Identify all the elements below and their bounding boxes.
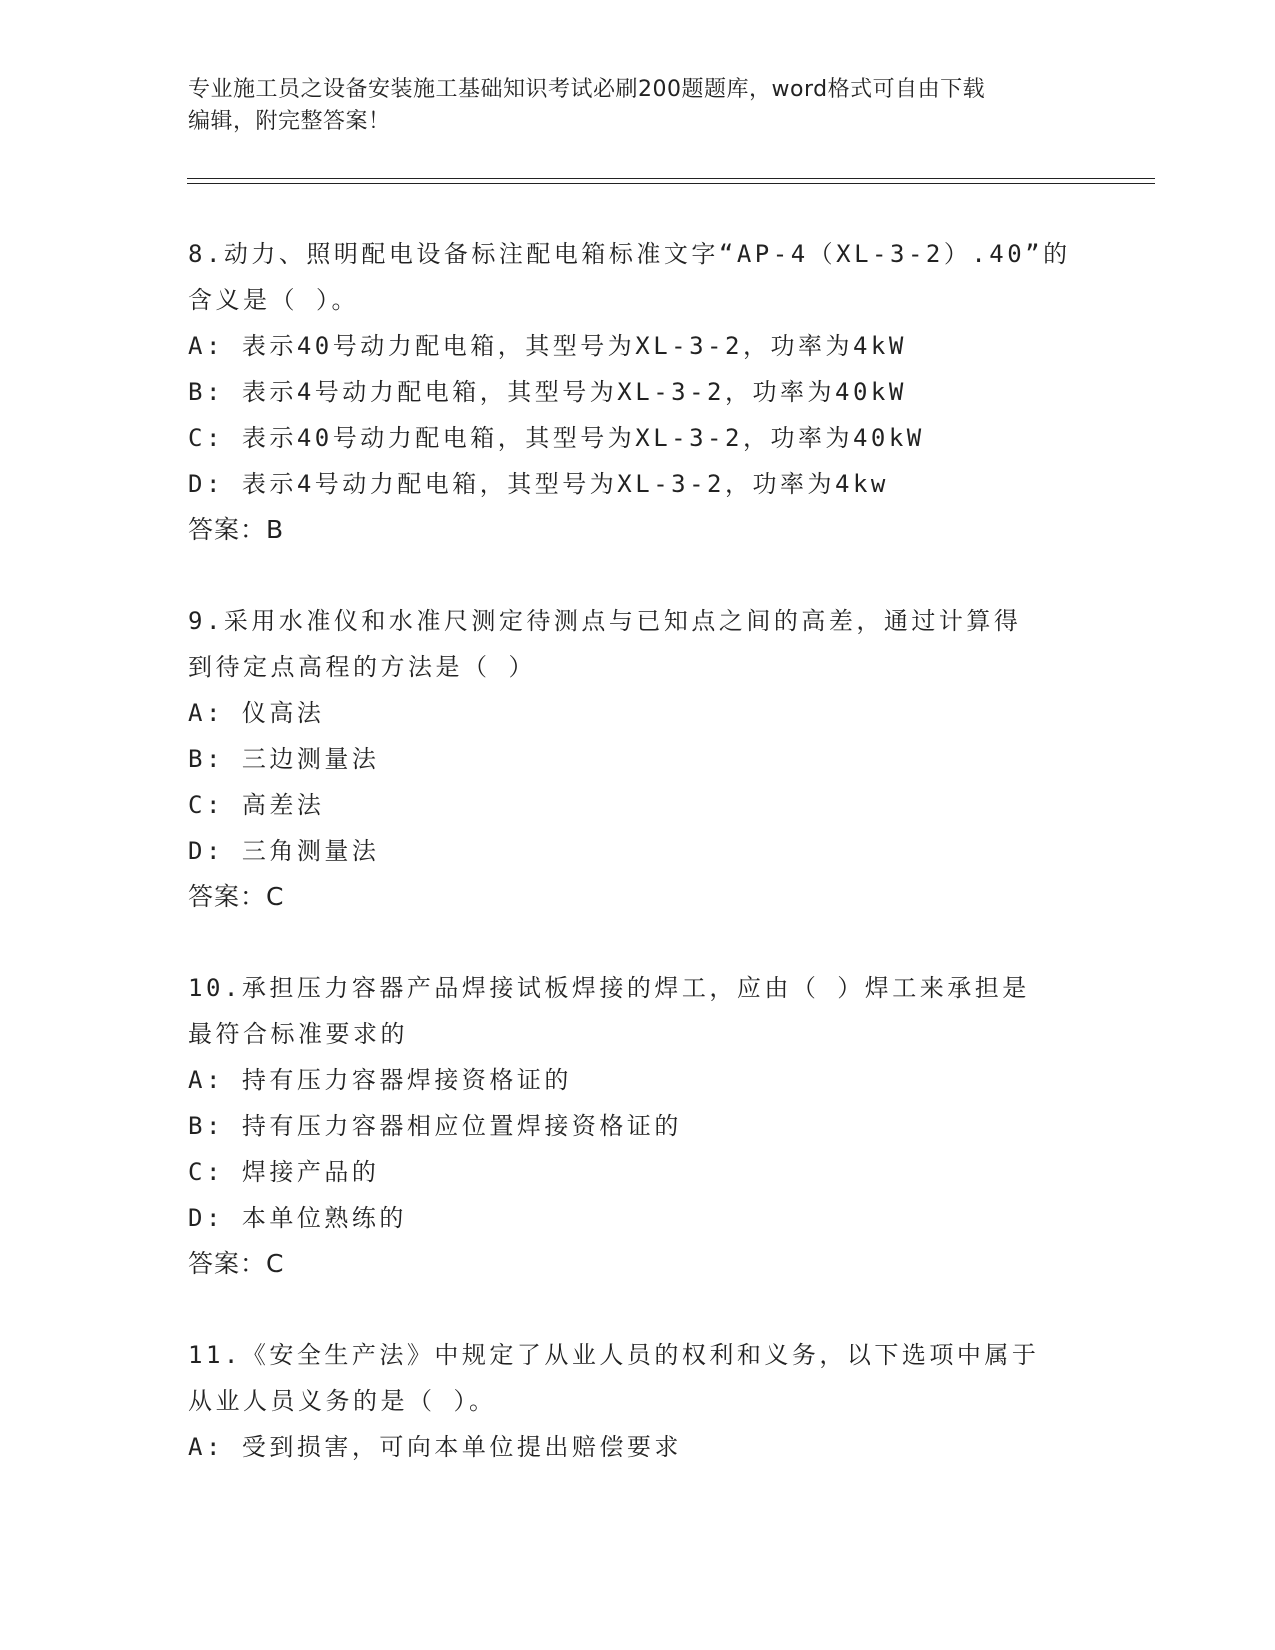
question-stem: 10.承担压力容器产品焊接试板焊接的焊工，应由（ ）焊工来承担是 [188, 974, 1030, 1002]
question-stem: 到待定点高程的方法是（ ） [188, 653, 536, 681]
option-a: A: 受到损害，可向本单位提出赔偿要求 [188, 1433, 682, 1461]
option-d: D: 三角测量法 [188, 837, 380, 865]
header-line-1: 专业施工员之设备安装施工基础知识考试必刷200题题库，word格式可自由下载 [188, 77, 986, 102]
header-line-2: 编辑，附完整答案！ [188, 109, 391, 134]
question-9 [188, 598, 1088, 920]
question-stem: 9.采用水准仪和水准尺测定待测点与已知点之间的高差，通过计算得 [188, 607, 1022, 635]
option-c: C: 高差法 [188, 791, 325, 819]
question-8 [188, 231, 1088, 553]
question-11 [188, 1332, 1088, 1470]
question-stem: 8.动力、照明配电设备标注配电箱标准文字“AP-4（XL-3-2）.40”的 [188, 240, 1071, 268]
option-b: B: 三边测量法 [188, 745, 380, 773]
answer: 答案：B [188, 515, 285, 544]
question-stem: 11.《安全生产法》中规定了从业人员的权利和义务，以下选项中属于 [188, 1341, 1040, 1369]
header-rule-top [187, 178, 1155, 179]
option-a: A: 表示40号动力配电箱，其型号为XL-3-2，功率为4kW [188, 332, 907, 360]
option-d: D: 表示4号动力配电箱，其型号为XL-3-2，功率为4kw [188, 470, 889, 498]
option-c: C: 焊接产品的 [188, 1158, 380, 1186]
question-stem: 从业人员义务的是（ ）。 [188, 1387, 497, 1415]
option-a: A: 持有压力容器焊接资格证的 [188, 1066, 572, 1094]
question-10 [188, 965, 1088, 1287]
option-c: C: 表示40号动力配电箱，其型号为XL-3-2，功率为40kW [188, 424, 925, 452]
question-list [188, 231, 1088, 1515]
option-d: D: 本单位熟练的 [188, 1204, 407, 1232]
option-b: B: 持有压力容器相应位置焊接资格证的 [188, 1112, 682, 1140]
document-header [188, 74, 1088, 138]
option-a: A: 仪高法 [188, 699, 325, 727]
answer: 答案：C [188, 1249, 285, 1278]
header-rule-bottom [187, 183, 1155, 184]
question-stem: 含义是（ ）。 [188, 286, 359, 314]
answer: 答案：C [188, 882, 285, 911]
option-b: B: 表示4号动力配电箱，其型号为XL-3-2，功率为40kW [188, 378, 907, 406]
question-stem: 最符合标准要求的 [188, 1020, 408, 1048]
